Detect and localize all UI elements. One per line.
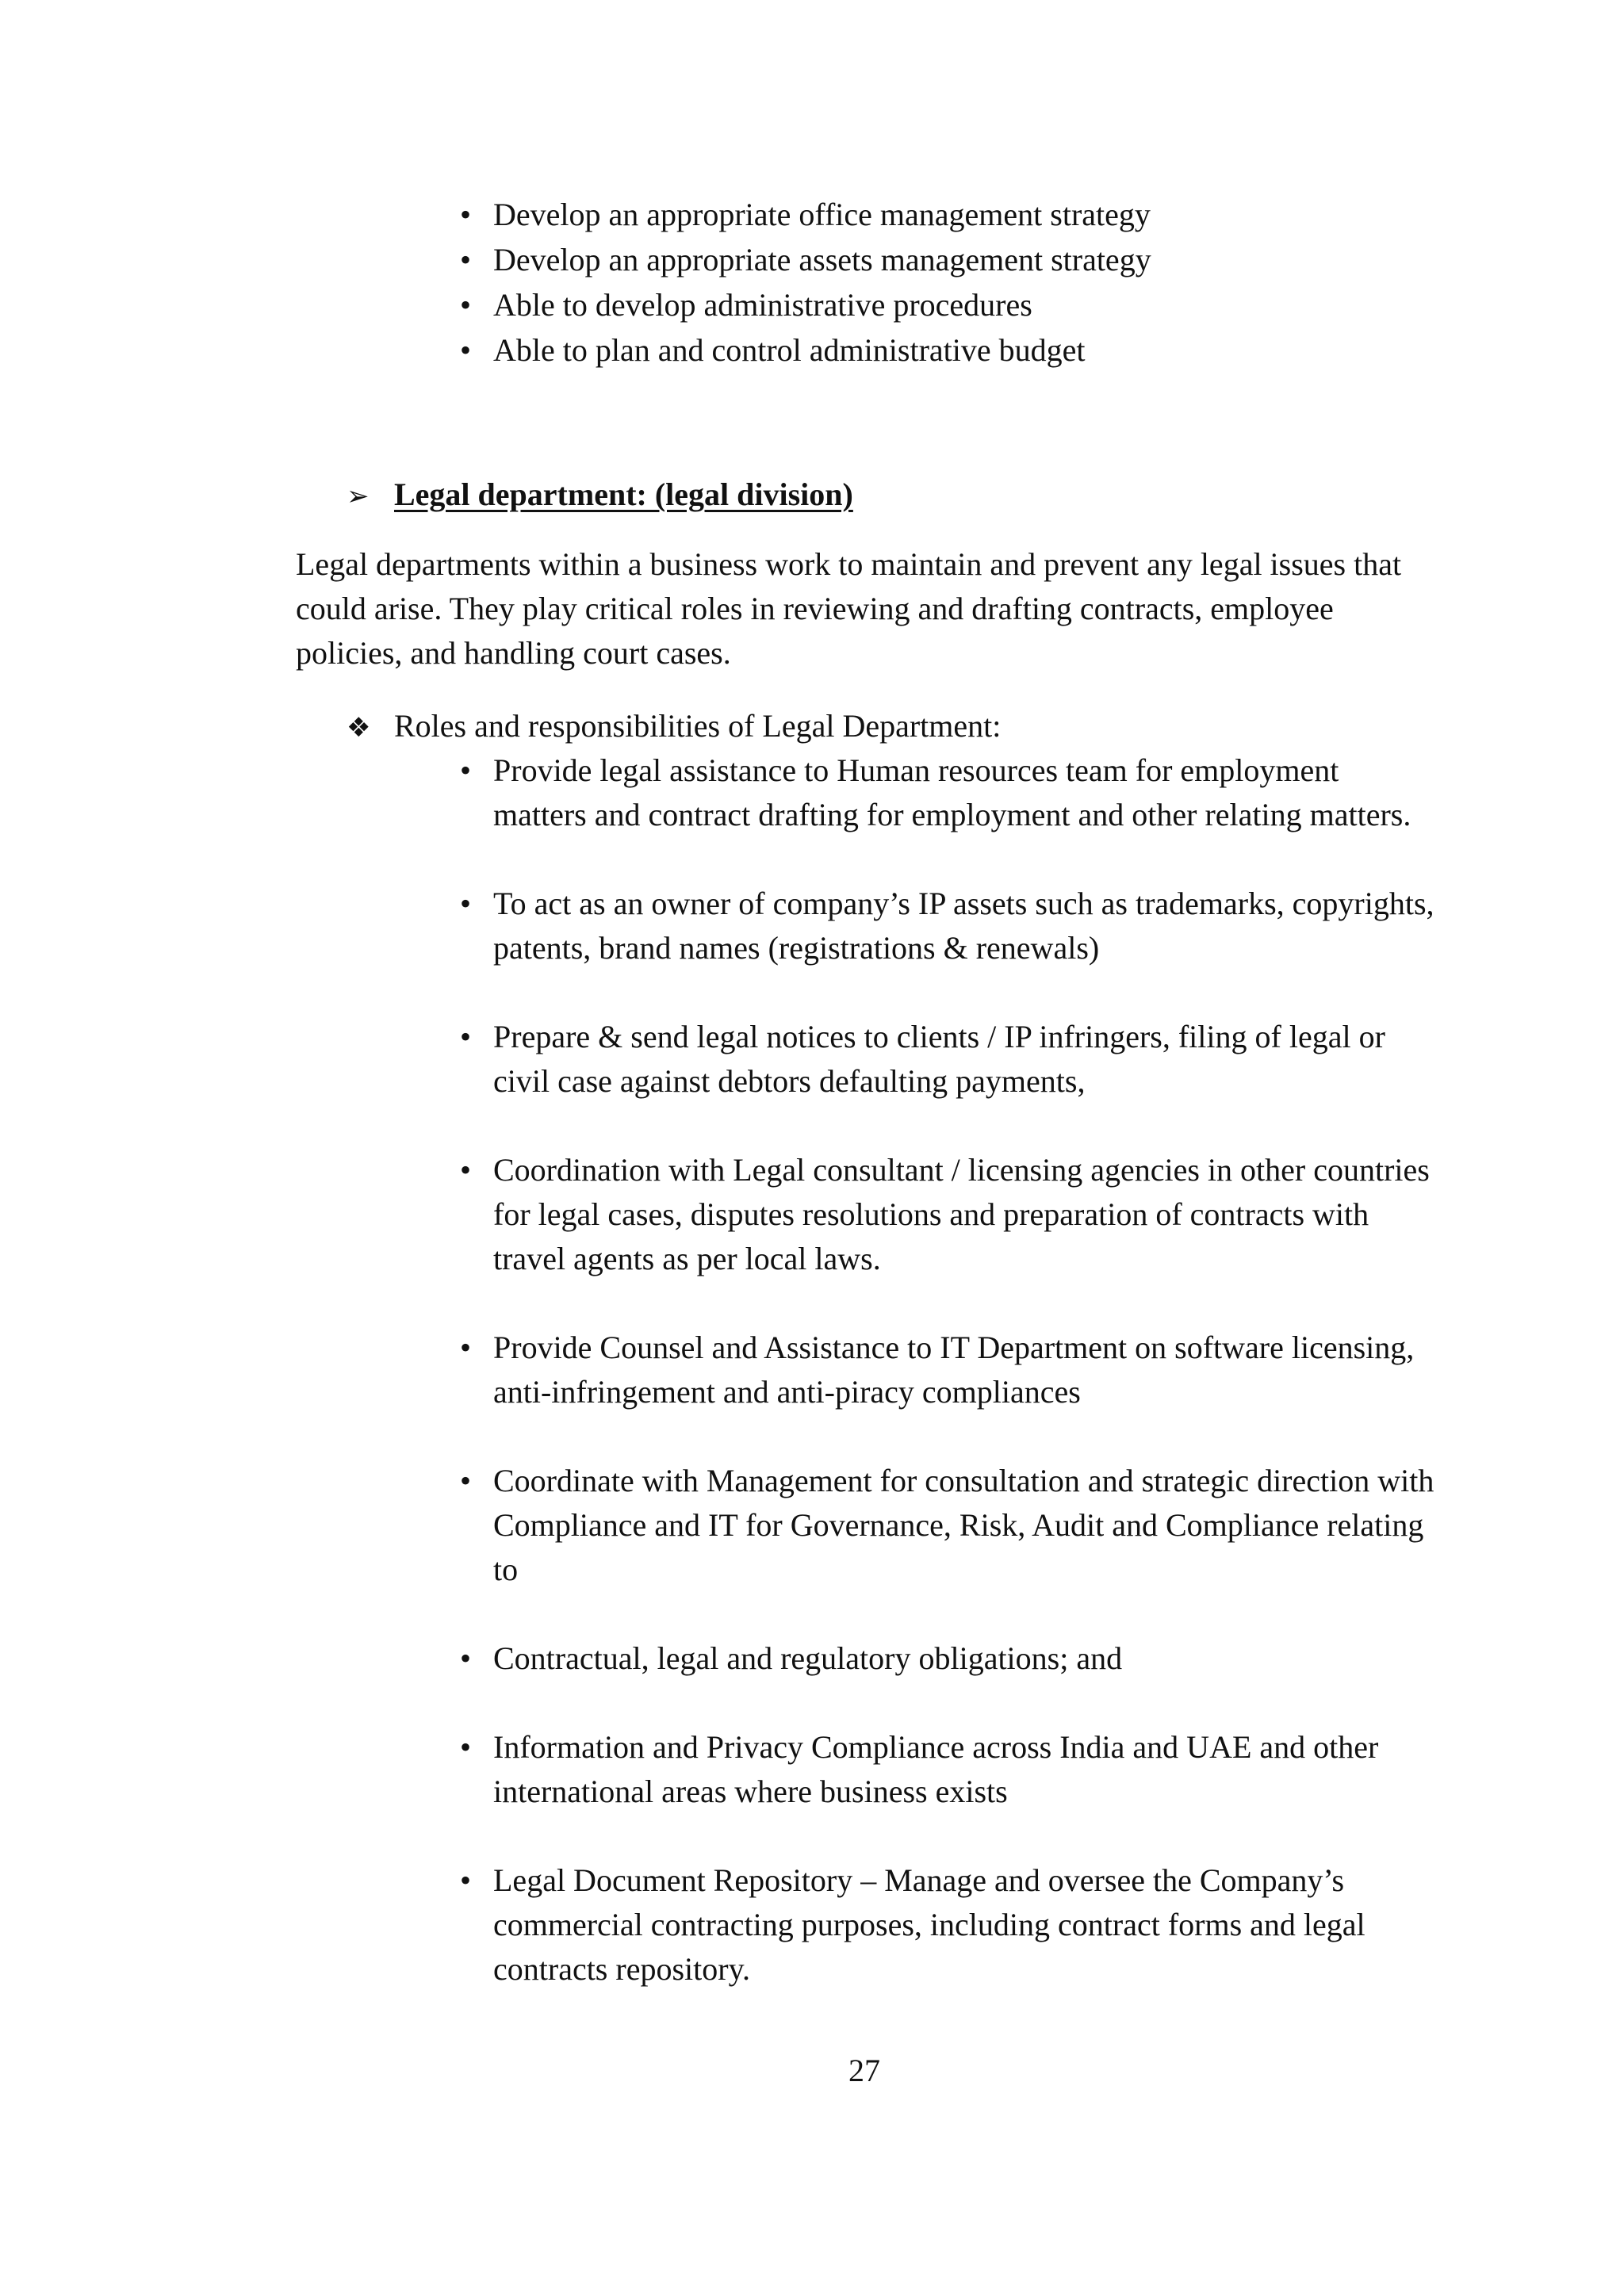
list-item-text: Develop an appropriate assets management strategy <box>493 242 1151 277</box>
bullet-icon: • <box>459 287 471 323</box>
bullet-icon: • <box>459 197 471 232</box>
list-item-text: Able to plan and control administrative budget <box>493 332 1086 368</box>
bullet-icon: • <box>459 886 471 921</box>
page-number: 27 <box>848 2053 880 2088</box>
list-item <box>459 283 1524 328</box>
admin-responsibilities-list <box>459 193 1524 373</box>
list-item <box>459 238 1524 283</box>
list-item-text: Prepare & send legal notices to clients / IP infringers, filing of legal or civil case against debtors defaulting payments, <box>493 1019 1385 1099</box>
section-heading-text: Legal department: (legal division) <box>394 476 853 512</box>
section-heading <box>347 473 1536 519</box>
list-item <box>459 1148 1437 1281</box>
diamond-bullet-icon: ❖ <box>347 712 371 744</box>
list-item-text: Develop an appropriate office management strategy <box>493 197 1151 232</box>
list-item <box>459 748 1437 837</box>
bullet-icon: • <box>459 1729 471 1765</box>
bullet-icon: • <box>459 1152 471 1188</box>
roles-heading-text: Roles and responsibilities of Legal Department: <box>394 708 1002 744</box>
list-item <box>459 1725 1437 1814</box>
list-item-text: Able to develop administrative procedures <box>493 287 1032 323</box>
list-item-text: Coordination with Legal consultant / licensing agencies in other countries for legal cases, disputes resolutions and preparation of contracts with travel agents as per local laws. <box>493 1152 1430 1276</box>
list-item <box>459 882 1437 970</box>
bullet-icon: • <box>459 1019 471 1054</box>
bullet-icon: • <box>459 1463 471 1498</box>
list-item-text: Provide Counsel and Assistance to IT Department on software licensing, anti-infringement and anti-piracy compliances <box>493 1330 1415 1410</box>
bullet-icon: • <box>459 332 471 368</box>
list-item <box>459 1636 1437 1681</box>
list-item-text: Coordinate with Management for consultation and strategic direction with Compliance and IT for Governance, Risk, Audit and Compliance relating to <box>493 1463 1434 1587</box>
list-item <box>459 1459 1437 1592</box>
list-item-text: Provide legal assistance to Human resources team for employment matters and contract drafting for employment and other relating matters. <box>493 752 1411 832</box>
section-intro-paragraph: Legal departments within a business work to maintain and prevent any legal issues that could arise. They play critical roles in reviewing and drafting contracts, employee policies, and handling court cases. <box>296 546 1402 671</box>
roles-list <box>459 748 1437 2036</box>
list-item-text: Contractual, legal and regulatory obligations; and <box>493 1640 1123 1676</box>
arrow-bullet-icon: ➢ <box>347 480 370 512</box>
roles-heading <box>347 704 1536 750</box>
list-item <box>459 193 1524 238</box>
bullet-icon: • <box>459 1330 471 1365</box>
list-item <box>459 1858 1437 1992</box>
bullet-icon: • <box>459 752 471 788</box>
list-item-text: Information and Privacy Compliance across India and UAE and other international areas where business exists <box>493 1729 1379 1809</box>
bullet-icon: • <box>459 242 471 277</box>
list-item <box>459 328 1524 373</box>
list-item <box>459 1326 1437 1414</box>
list-item-text: To act as an owner of company’s IP assets such as trademarks, copyrights, patents, brand names (registrations & renewals) <box>493 886 1434 966</box>
list-item <box>459 1015 1437 1104</box>
bullet-icon: • <box>459 1640 471 1676</box>
list-item-text: Legal Document Repository – Manage and oversee the Company’s commercial contracting purposes, including contract forms and legal contracts repository. <box>493 1862 1365 1987</box>
bullet-icon: • <box>459 1862 471 1898</box>
